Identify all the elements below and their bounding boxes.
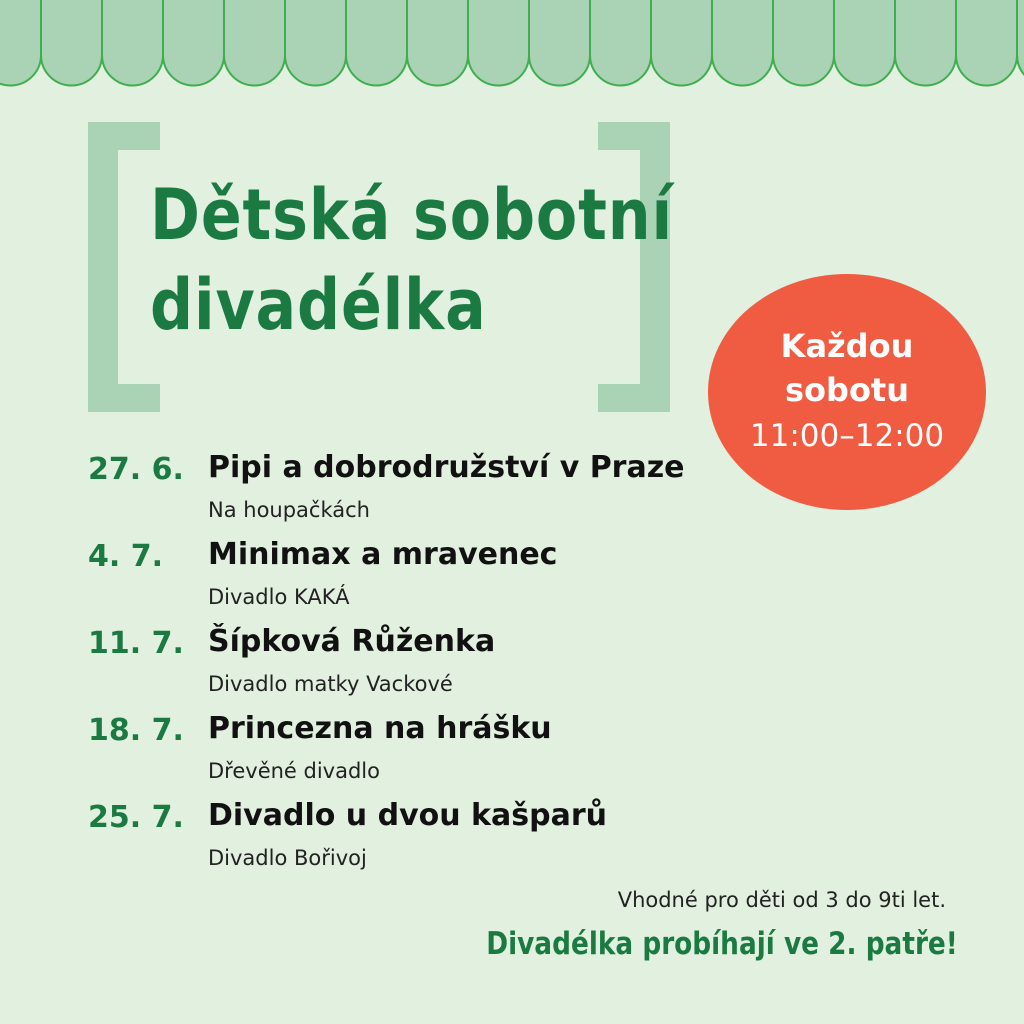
title-line-1: Dětská sobotní bbox=[150, 174, 673, 256]
event-date: 25. 7. bbox=[88, 800, 184, 835]
event-item bbox=[0, 624, 1024, 704]
badge-line-2: sobotu bbox=[785, 371, 909, 409]
event-venue: Na houpačkách bbox=[208, 498, 370, 522]
badge-time: 11:00–12:00 bbox=[749, 418, 945, 454]
badge-line-1: Každou bbox=[780, 327, 914, 365]
event-title: Princezna na hrášku bbox=[208, 711, 552, 746]
page-title bbox=[150, 170, 683, 350]
event-date: 27. 6. bbox=[88, 452, 184, 487]
floor-note: Divadélka probíhají ve 2. patře! bbox=[486, 926, 958, 962]
event-title: Šípková Růženka bbox=[208, 624, 496, 659]
event-title: Divadlo u dvou kašparů bbox=[208, 798, 607, 833]
awning-decoration bbox=[0, 0, 1024, 90]
event-venue: Dřevěné divadlo bbox=[208, 759, 380, 783]
event-date: 11. 7. bbox=[88, 626, 184, 661]
event-date: 4. 7. bbox=[88, 539, 163, 574]
event-item bbox=[0, 798, 1024, 878]
event-venue: Divadlo matky Vackové bbox=[208, 672, 453, 696]
event-date: 18. 7. bbox=[88, 713, 184, 748]
event-venue: Divadlo KAKÁ bbox=[208, 585, 350, 609]
title-line-2: divadélka bbox=[150, 264, 487, 346]
event-title: Minimax a mravenec bbox=[208, 537, 558, 572]
event-item bbox=[0, 537, 1024, 617]
event-venue: Divadlo Bořivoj bbox=[208, 846, 367, 870]
event-title: Pipi a dobrodružství v Praze bbox=[208, 450, 685, 485]
event-item bbox=[0, 450, 1024, 530]
age-note: Vhodné pro děti od 3 do 9ti let. bbox=[617, 888, 946, 912]
event-item bbox=[0, 711, 1024, 791]
